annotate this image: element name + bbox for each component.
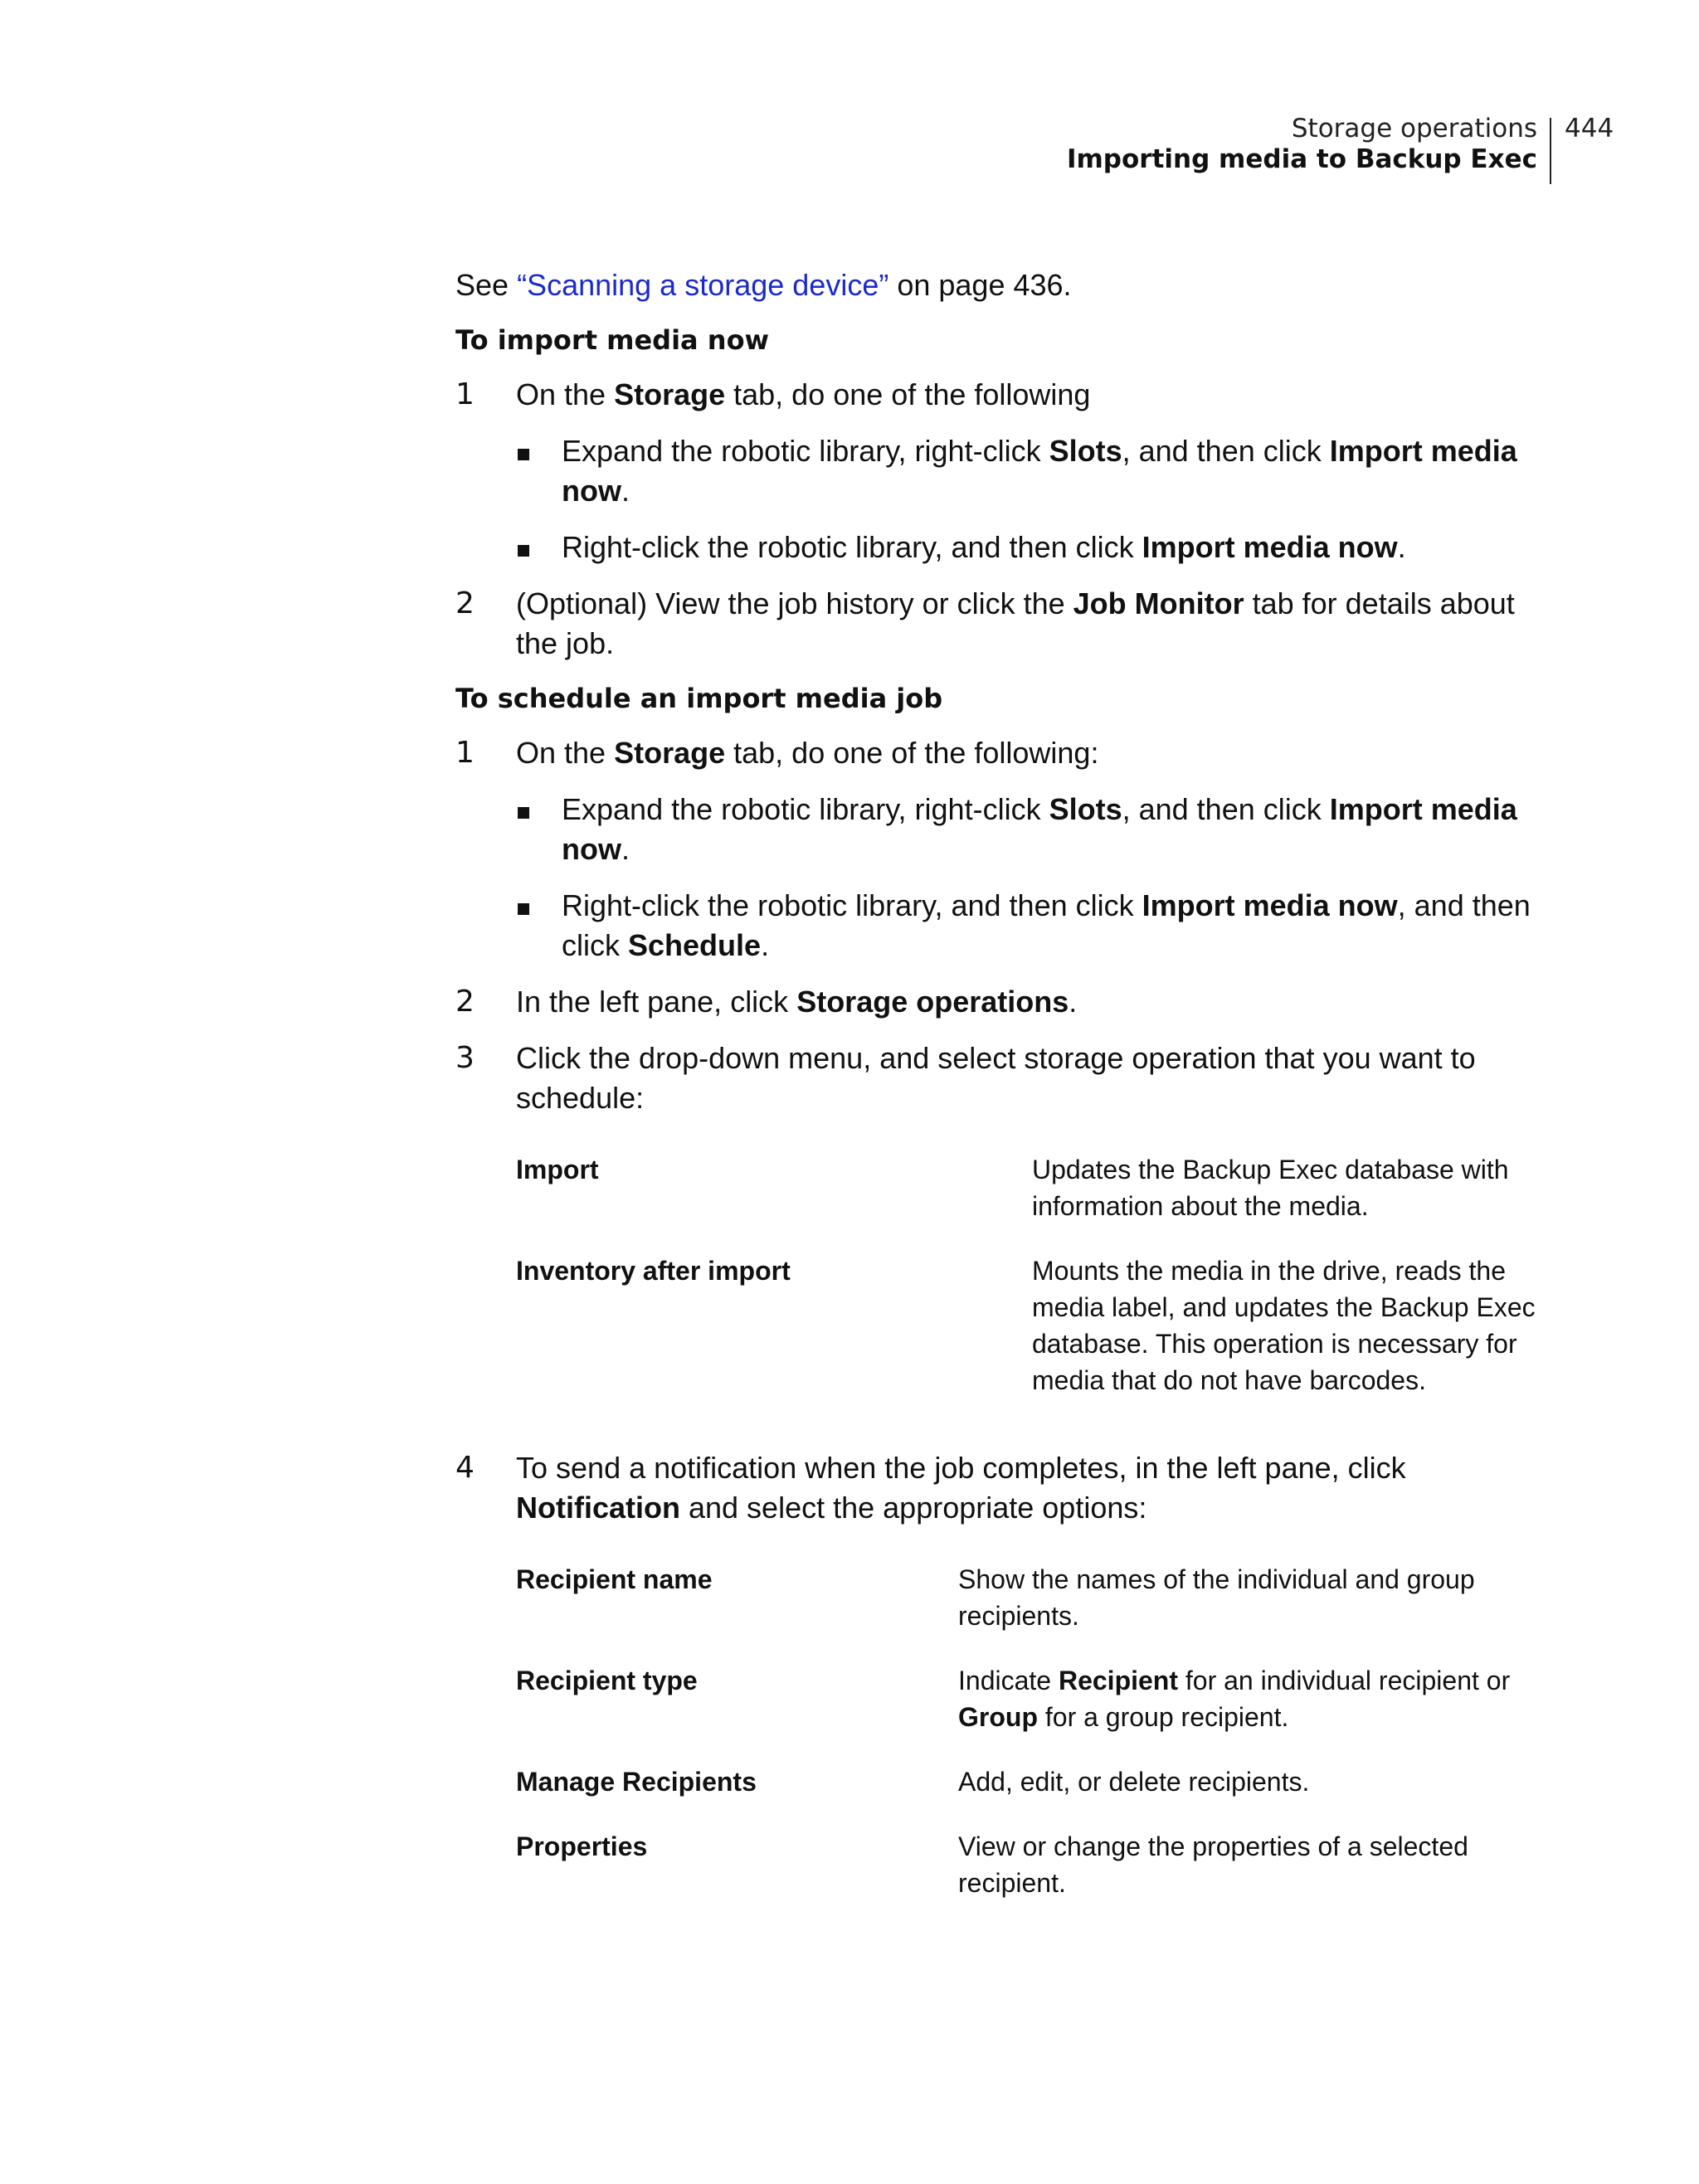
notification-options-table [516,1561,1551,1901]
proc2-step-3 [455,1038,1551,1118]
step-number: 1 [455,736,475,770]
procedure-title-schedule: To schedule an import media job [455,683,943,714]
square-bullet-icon [516,790,562,829]
bullet-list [516,790,1551,966]
square-bullet-icon [516,528,562,567]
page-number: 444 [1565,114,1614,143]
table-row [516,1253,1551,1398]
step-text: In the left pane, click Storage operations. [516,985,1078,1019]
option-description: Indicate Recipient for an individual recipient or Group for a group recipient. [958,1666,1511,1732]
step-number: 3 [455,1041,475,1075]
header-topic-title: Importing media to Backup Exec [1066,144,1537,174]
list-item: Expand the robotic library, right-click Slots, and then click Import media now. [516,431,1551,511]
option-description: View or change the properties of a selected recipient. [958,1831,1468,1898]
list-item: Expand the robotic library, right-click Slots, and then click Import media now. [516,790,1551,869]
step-number: 2 [455,985,475,1019]
list-item: Right-click the robotic library, and then click Import media now. [516,528,1551,567]
step-text: (Optional) View the job history or click the Job Monitor tab for details about the job. [516,586,1515,660]
option-description: Show the names of the individual and group recipients. [958,1564,1475,1631]
step-number: 4 [455,1451,475,1485]
proc1-step-1 [455,375,1551,567]
step-text: To send a notification when the job completes, in the left pane, click Notification and select the appropriate options: [516,1451,1406,1525]
square-bullet-icon [516,886,562,926]
option-name: Inventory after import [516,1256,791,1286]
page-body [455,265,1551,1901]
step-text: Click the drop-down menu, and select storage operation that you want to schedule: [516,1041,1476,1115]
step-number: 1 [455,377,475,411]
storage-operations-table [516,1151,1551,1398]
proc2-step-2 [455,982,1551,1022]
procedure-title-import-now: To import media now [455,324,770,356]
option-name: Import [516,1155,599,1184]
list-item: Right-click the robotic library, and then click Import media now, and then click Schedule. [516,886,1551,966]
header-divider [1550,118,1551,184]
table-row [516,1561,1551,1634]
table-row [516,1763,1551,1800]
option-name: Recipient type [516,1666,698,1695]
option-name: Recipient name [516,1564,713,1594]
step-text: On the Storage tab, do one of the following: [516,736,1099,770]
cross-reference-link[interactable]: “Scanning a storage device” [517,268,889,302]
option-description: Add, edit, or delete recipients. [958,1767,1310,1797]
step-number: 2 [455,586,475,620]
option-description: Updates the Backup Exec database with information about the media. [1032,1155,1509,1221]
see-also-line: See “Scanning a storage device” on page 436. [455,268,1072,302]
proc2-step-4 [455,1448,1551,1528]
option-description: Mounts the media in the drive, reads the media label, and updates the Backup Exec database. This operation is necessary for media that do not have barcodes. [1032,1256,1536,1395]
bullet-list [516,431,1551,567]
option-name: Manage Recipients [516,1767,757,1797]
running-header [0,0,1699,199]
header-section-title: Storage operations [1291,114,1537,143]
table-row [516,1662,1551,1735]
square-bullet-icon [516,431,562,471]
option-name: Properties [516,1831,648,1861]
step-text: On the Storage tab, do one of the following [516,377,1091,411]
proc1-step-2 [455,584,1551,664]
proc2-step-1 [455,733,1551,966]
table-row [516,1151,1551,1224]
table-row [516,1828,1551,1901]
